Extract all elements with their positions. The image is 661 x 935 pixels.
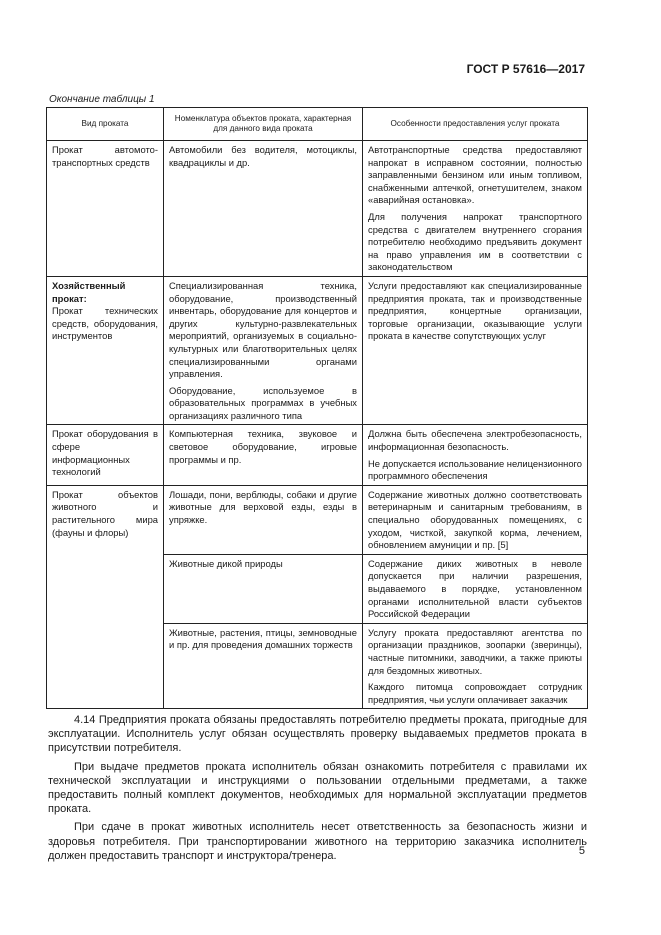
cell-features: Должна быть обеспечена электробезопасность, информационная безопасность. Не допускается использование нелицензионного программного обеспечения (363, 425, 588, 485)
paragraph: При сдаче в прокат животных исполнитель несет ответственность за безопасность жизни и здоровья потребителя. При транспортировании животного на территорию заказчика исполнитель должен предоставить транспорт и инструктора/тренера. (48, 821, 587, 862)
cell-features: Автотранспортные средства предоставляют напрокат в исправном состоянии, полностью заправленными бензином или иным топливом, снабженными аптечкой, огнетушителем, знаком «аварийная остановка». Для получения напрокат транспортного средства с двигателем внутреннего сгорания потребителю необходимо предъявить документ на право управления им в соответствии с законодательством (363, 141, 588, 277)
cell-items: Животные дикой природы (164, 554, 363, 623)
column-header-kind: Вид проката (47, 108, 164, 141)
table-row (47, 276, 588, 425)
cell-features: Услуги предоставляют как специализированные предприятия проката, так и производственные предприятия, концертные организации, торговые организации, оказывающие услуги проката в качестве сопутствующих услуг (363, 276, 588, 425)
cell-items: Специализированная техника, оборудование, производственный инвентарь, оборудование для концертов и других культурно-развлекательных мероприятий, организуемых в социально-культурных или благотворительных целях специализированными органами управления. Оборудование, используемое в образовательных программах в учебных организациях различного типа (164, 276, 363, 425)
column-header-items: Номенклатура объектов проката, характерная для данного вида проката (164, 108, 363, 141)
cell-items: Автомобили без водителя, мотоциклы, квадрациклы и др. (164, 141, 363, 277)
cell-kind: Прокат оборудования в сфере информационных технологий (47, 425, 164, 485)
cell-items: Лошади, пони, верблюды, собаки и другие животные для верховой езды, езды в упряжке. (164, 485, 363, 554)
cell-features: Содержание диких животных в неволе допускается при наличии разрешения, выдаваемого в порядке, установленном органами исполнительной власти субъектов Российской Федерации (363, 554, 588, 623)
column-header-features: Особенности предоставления услуг проката (363, 108, 588, 141)
table-row (47, 425, 588, 485)
cell-kind: Прокат объектов животного и растительного мира (фауны и флоры) (47, 485, 164, 709)
cell-features: Содержание животных должно соответствовать ветеринарным и санитарным требованиям, в специально оборудованных помещениях, с уходом, чисткой, закупкой корма, лечением, обновлением амуниции и пр. [5] (363, 485, 588, 554)
table-row (47, 485, 588, 554)
document-code: ГОСТ Р 57616—2017 (466, 62, 585, 76)
cell-kind: Прокат автомото- транспортных средств (47, 141, 164, 277)
cell-features: Услугу проката предоставляют агентства по организации праздников, зоопарки (зверинцы), частные питомники, заводчики, а также приюты для бездомных животных. Каждого питомца сопровождает сотрудник предприятия, чьи услуги оплачивает заказчик (363, 623, 588, 709)
cell-items: Животные, растения, птицы, земноводные и пр. для проведения домашних торжеств (164, 623, 363, 709)
paragraph: При выдаче предметов проката исполнитель обязан ознакомить потребителя с правилами их технической эксплуатации и инструкциями о пользовании отдельными предметами, а также предоставить полный комплект документов, необходимых для нормальной эксплуатации предметов проката. (48, 760, 587, 816)
cell-items: Компьютерная техника, звуковое и световое оборудование, игровые программы и пр. (164, 425, 363, 485)
paragraph: 4.14 Предприятия проката обязаны предоставлять потребителю предметы проката, пригодные для эксплуатации. Исполнитель услуг обязан осуществлять проверку выдаваемых предметов проката в присутствии потребителя. (48, 714, 587, 755)
kind-heading: Хозяйственный прокат: (52, 279, 126, 304)
table-header-row (47, 108, 588, 141)
services-table (46, 107, 588, 709)
body-text (48, 713, 587, 867)
page-number: 5 (578, 845, 585, 857)
table-row (47, 141, 588, 277)
table-caption: Окончание таблицы 1 (49, 94, 155, 105)
cell-kind: Хозяйственный прокат: Прокат технических средств, оборудования, инструментов (47, 276, 164, 425)
